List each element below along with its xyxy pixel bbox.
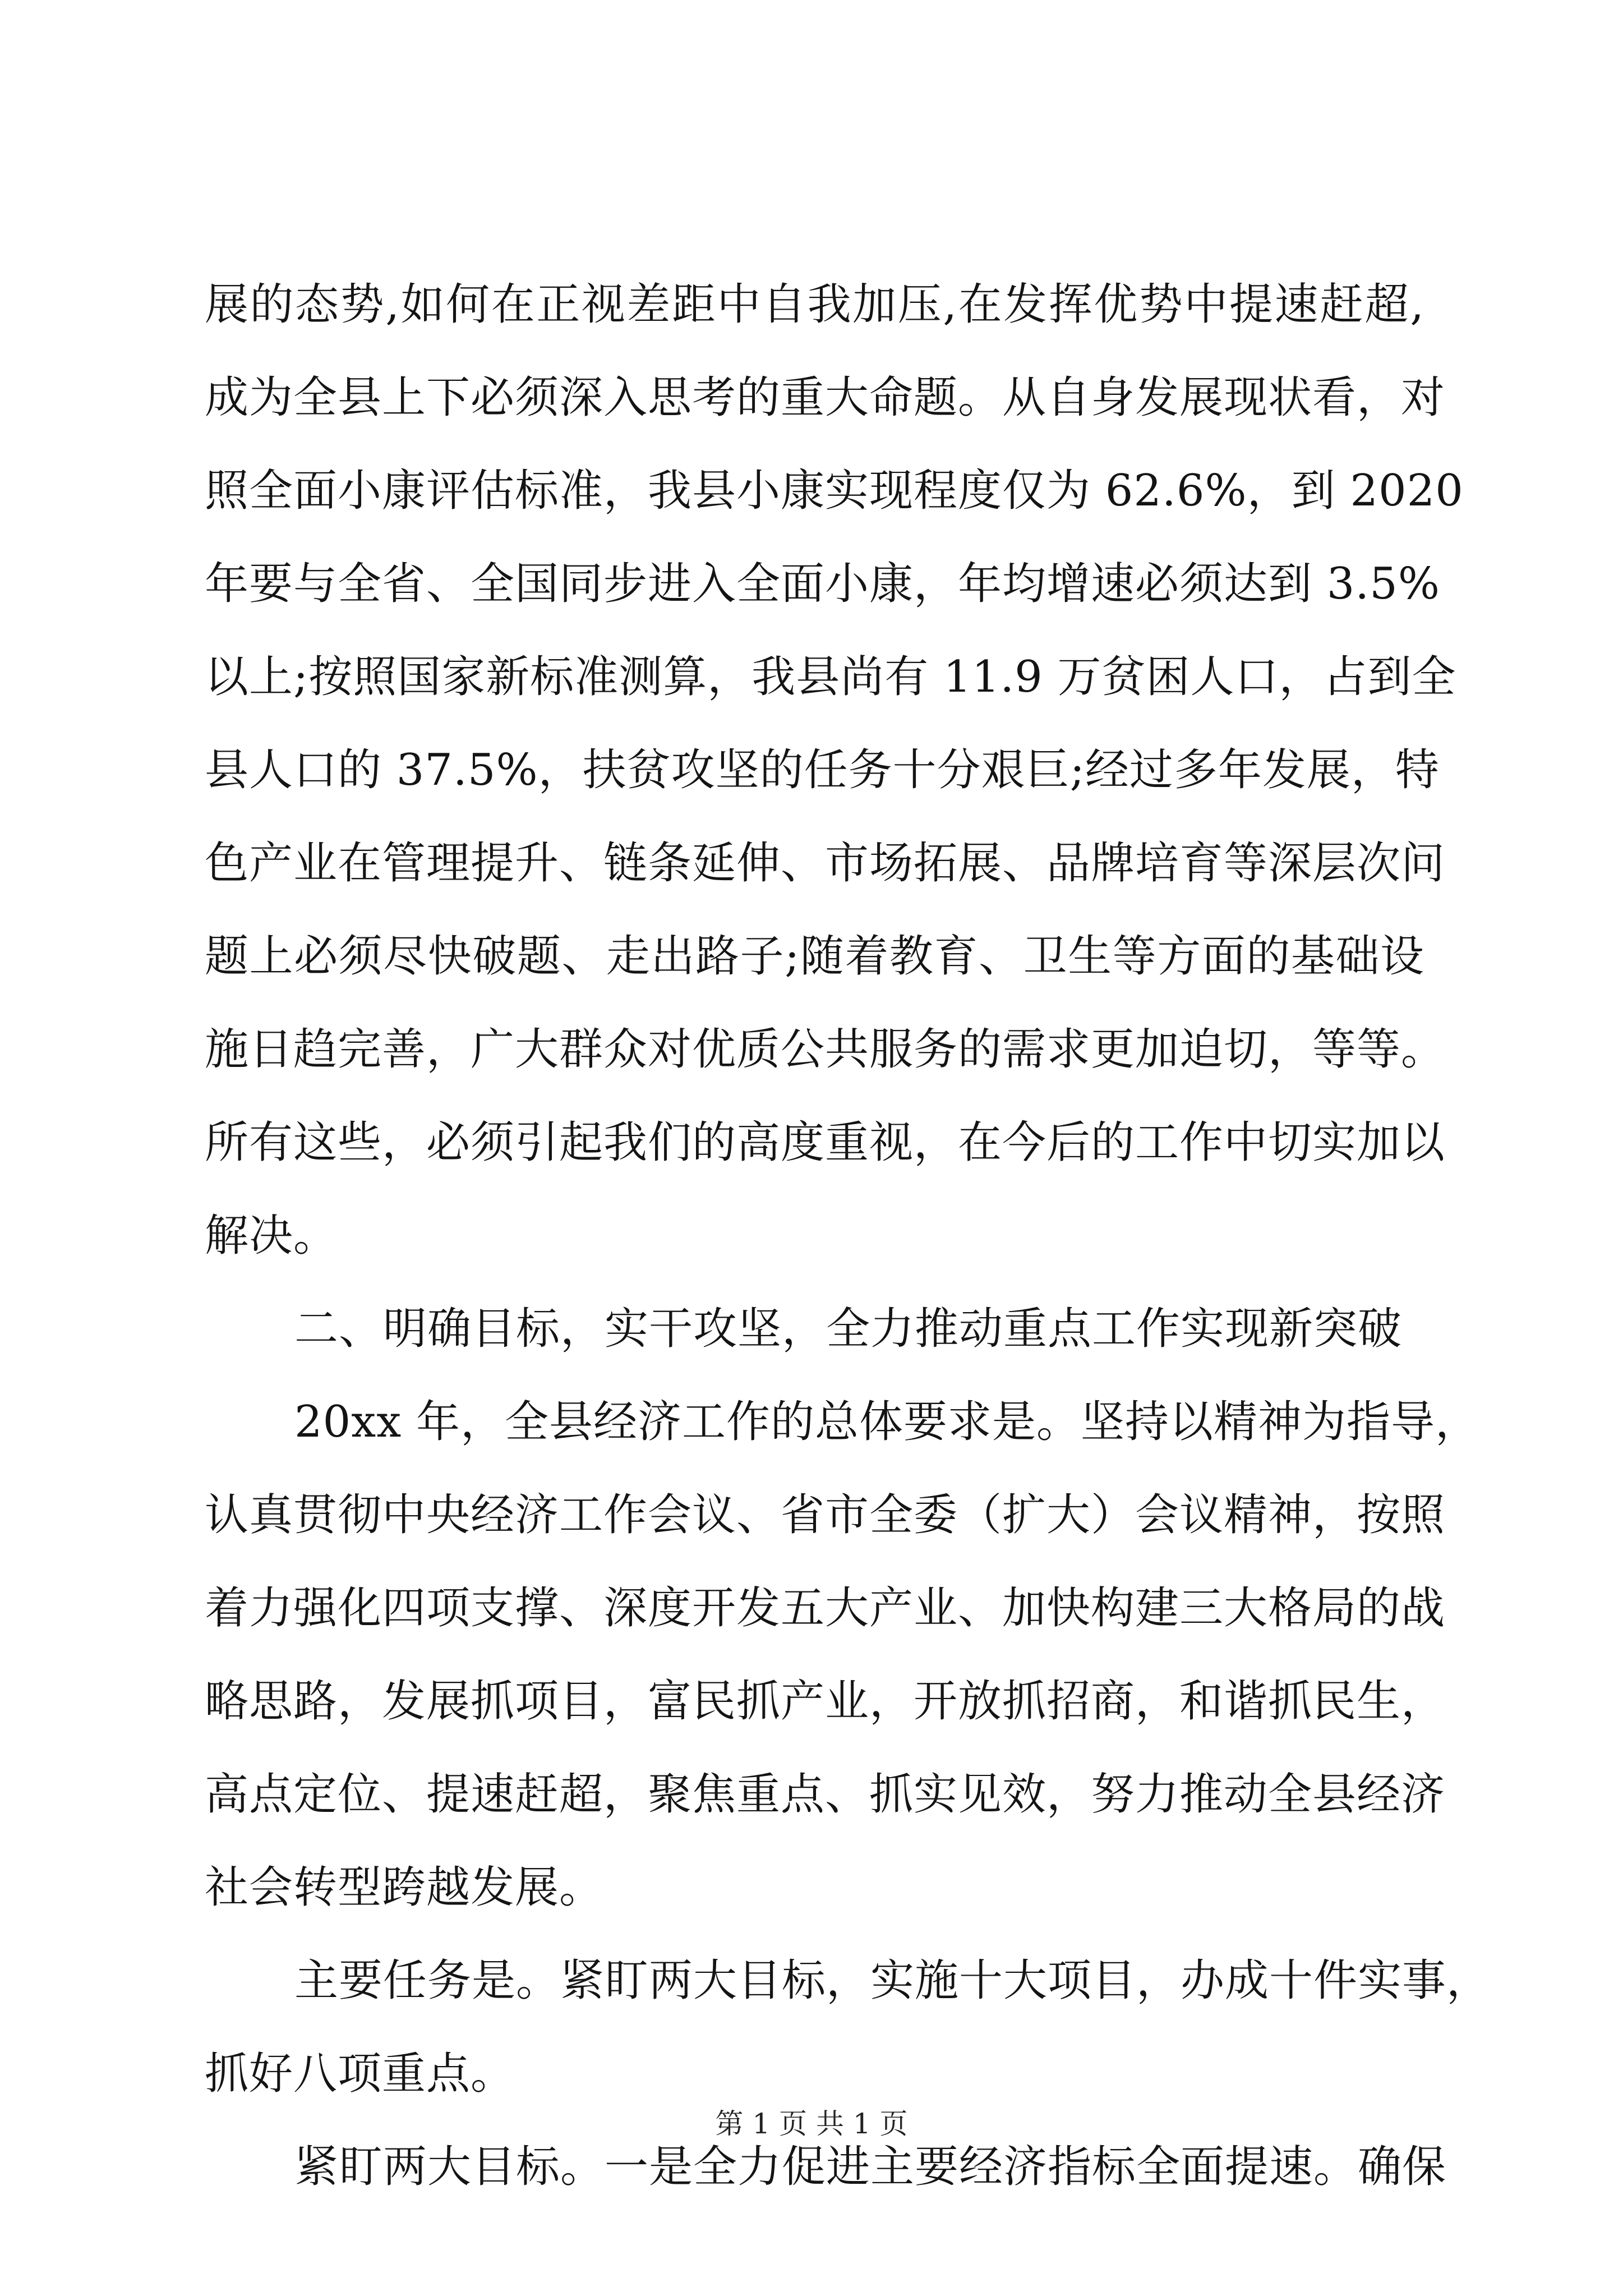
document-body [205, 258, 1491, 2214]
body-line: 认真贯彻中央经济工作会议、省市全委（扩大）会议精神，按照 [205, 1490, 1446, 1540]
body-line: 色产业在管理提升、链条延伸、市场拓展、品牌培育等深层次问 [205, 838, 1446, 889]
body-line: 展的态势,如何在正视差距中自我加压,在发挥优势中提速赶超, [205, 279, 1424, 330]
body-line: 年要与全省、全国同步进入全面小康，年均增速必须达到 3.5% [205, 559, 1440, 609]
page-footer: 第 1 页 共 1 页 [715, 2108, 908, 2140]
body-line: 主要任务是。紧盯两大目标，实施十大项目，办成十件实事， [294, 1955, 1491, 2006]
body-line: 成为全县上下必须深入思考的重大命题。从自身发展现状看，对 [205, 372, 1446, 423]
body-line: 高点定位、提速赶超，聚焦重点、抓实见效，努力推动全县经济 [205, 1769, 1446, 1820]
body-line: 县人口的 37.5%，扶贫攻坚的任务十分艰巨;经过多年发展，特 [205, 745, 1440, 795]
body-line: 着力强化四项支撑、深度开发五大产业、加快构建三大格局的战 [205, 1583, 1446, 1634]
body-line: 社会转型跨越发展。 [205, 1862, 604, 1913]
section-heading: 二、明确目标，实干攻坚，全力推动重点工作实现新突破 [294, 1304, 1403, 1354]
body-line: 照全面小康评估标准，我县小康实现程度仅为 62.6%，到 2020 [205, 466, 1464, 516]
body-line: 解决。 [205, 1211, 338, 1261]
body-line: 略思路，发展抓项目，富民抓产业，开放抓招商，和谐抓民生， [205, 1676, 1446, 1727]
body-line: 20xx 年，全县经济工作的总体要求是。坚持以精神为指导， [294, 1397, 1480, 1447]
body-line: 抓好八项重点。 [205, 2049, 515, 2099]
body-line: 所有这些，必须引起我们的高度重视，在今后的工作中切实加以 [205, 1117, 1446, 1168]
body-line: 以上;按照国家新标准测算，我县尚有 11.9 万贫困人口，占到全 [205, 652, 1456, 702]
body-line: 施日趋完善，广大群众对优质公共服务的需求更加迫切，等等。 [205, 1024, 1446, 1075]
body-line: 题上必须尽快破题、走出路子;随着教育、卫生等方面的基础设 [205, 931, 1424, 982]
body-line: 紧盯两大目标。一是全力促进主要经济指标全面提速。确保 [294, 2142, 1447, 2192]
